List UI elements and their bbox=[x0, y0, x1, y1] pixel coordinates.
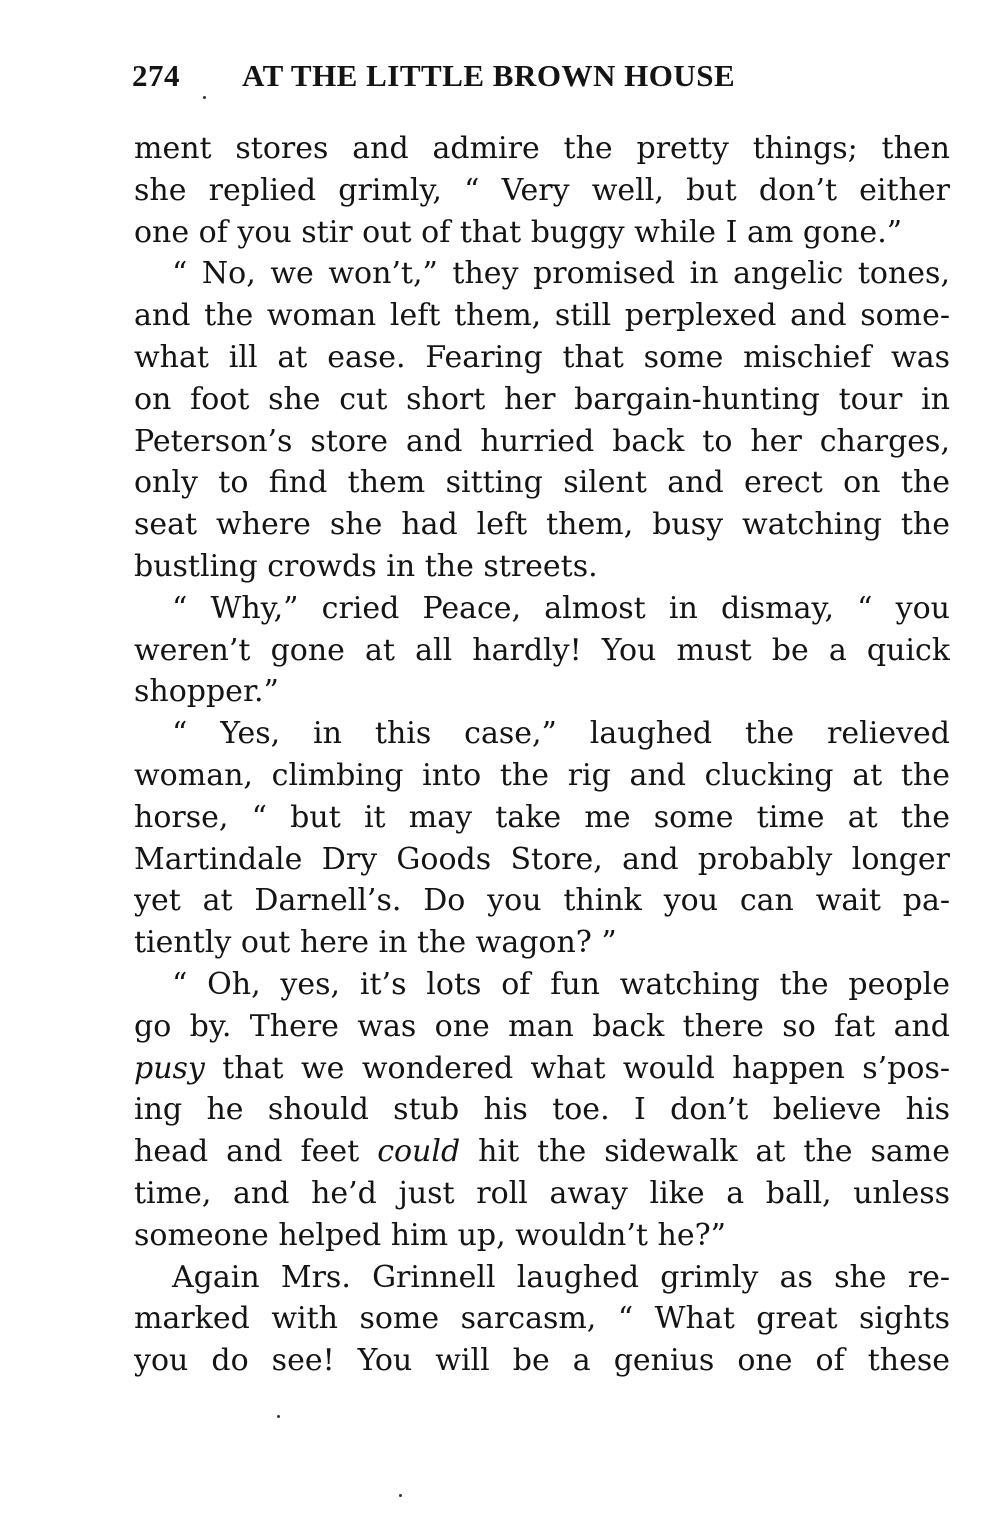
text-line: “ Why,” cried Peace, almost in dismay, “ you bbox=[172, 590, 950, 626]
text-line: time, and he’d just roll away like a ball, unless bbox=[134, 1175, 950, 1211]
text-line: and the woman left them, still perplexed and some- bbox=[134, 298, 950, 334]
text-line: seat where she had left them, busy watching the bbox=[134, 507, 950, 543]
text-line: what ill at ease. Fearing that some mischief was bbox=[134, 339, 950, 375]
text-line: shopper.” bbox=[134, 674, 279, 710]
text-line: ing he should stub his toe. I don’t believe his bbox=[134, 1092, 950, 1128]
text-line bbox=[134, 1131, 950, 1173]
print-speck bbox=[277, 1415, 280, 1418]
text-line: go by. There was one man back there so fat and bbox=[134, 1008, 950, 1044]
body-text bbox=[134, 128, 950, 1382]
italic-word: pusy bbox=[134, 1050, 205, 1086]
text-line: “ No, we won’t,” they promised in angelic tones, bbox=[172, 256, 950, 292]
text-line: “ Oh, yes, it’s lots of fun watching the people bbox=[172, 966, 950, 1002]
text-line: only to find them sitting silent and erect on the bbox=[134, 465, 950, 501]
text-fragment: hit the sidewalk at the same bbox=[460, 1134, 950, 1170]
text-line: someone helped him up, wouldn’t he?” bbox=[134, 1217, 727, 1253]
text-line: Peterson’s store and hurried back to her charges, bbox=[134, 423, 950, 459]
running-head bbox=[132, 58, 852, 98]
running-title: AT THE LITTLE BROWN HOUSE bbox=[242, 58, 736, 93]
text-line: one of you stir out of that buggy while I am gone.” bbox=[134, 214, 903, 250]
text-line: yet at Darnell’s. Do you think you can wait pa- bbox=[134, 883, 950, 919]
page-number: 274 bbox=[132, 58, 180, 93]
text-line: “ Yes, in this case,” laughed the relieved bbox=[172, 716, 950, 752]
text-line: bustling crowds in the streets. bbox=[134, 548, 598, 584]
text-fragment: that we wondered what would happen s’pos- bbox=[204, 1050, 950, 1086]
text-line: Martindale Dry Goods Store, and probably longer bbox=[134, 841, 950, 877]
text-line bbox=[134, 1048, 950, 1090]
print-speck bbox=[203, 96, 206, 99]
text-line: weren’t gone at all hardly! You must be a quick bbox=[134, 632, 950, 668]
text-line: horse, “ but it may take me some time at the bbox=[134, 799, 950, 835]
text-line: you do see! You will be a genius one of these bbox=[134, 1343, 950, 1379]
print-speck bbox=[399, 1494, 402, 1497]
italic-word: could bbox=[377, 1134, 461, 1170]
text-line: woman, climbing into the rig and clucking at the bbox=[134, 757, 950, 793]
text-line: on foot she cut short her bargain-hunting tour in bbox=[134, 381, 950, 417]
text-line: marked with some sarcasm, “ What great sights bbox=[134, 1301, 950, 1337]
text-line: ment stores and admire the pretty things; then bbox=[134, 131, 950, 166]
text-fragment: head and feet bbox=[134, 1134, 378, 1170]
text-line: Again Mrs. Grinnell laughed grimly as she re- bbox=[172, 1259, 950, 1295]
text-line: tiently out here in the wagon? ” bbox=[134, 925, 617, 961]
text-line: she replied grimly, “ Very well, but don’t either bbox=[134, 172, 950, 208]
